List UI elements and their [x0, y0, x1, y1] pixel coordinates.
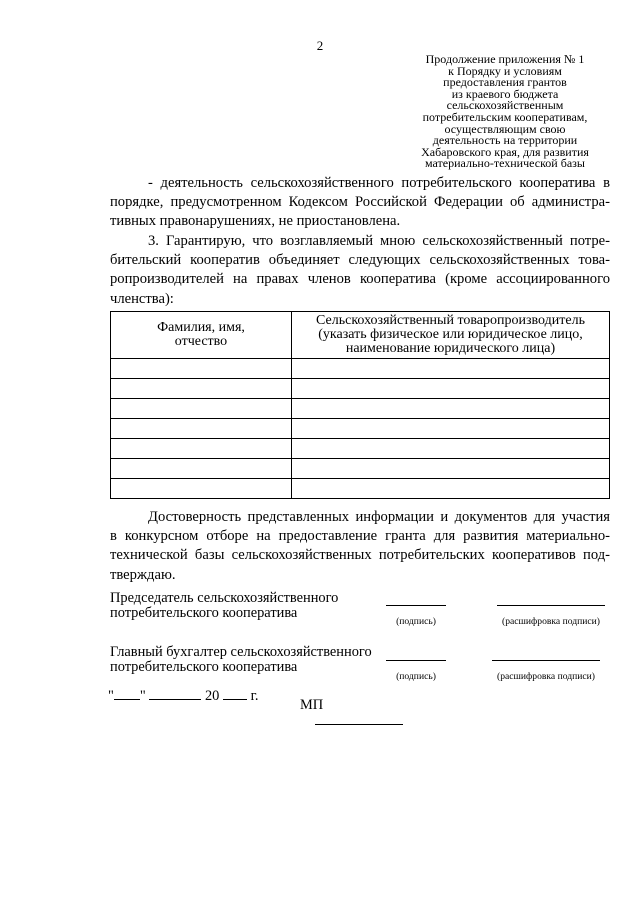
table-cell[interactable] [292, 439, 610, 459]
table-row [111, 399, 610, 419]
appendix-header-line: сельскохозяйственным [446, 98, 564, 113]
text-line: Достоверность представленных информации и документов для участия [148, 509, 610, 525]
paragraph-confirmation [110, 508, 610, 585]
table-cell[interactable] [292, 479, 610, 499]
table-cell[interactable] [292, 419, 610, 439]
table-cell[interactable] [111, 459, 292, 479]
text-line: ропроизводителей на правах членов кооператива (кроме ассоциированного [110, 271, 610, 288]
members-table [110, 311, 610, 499]
table-header-row [111, 312, 610, 359]
column-header-full-name: Фамилия, имя, отчество [111, 312, 292, 359]
accountant-signature-caption: (подпись) [396, 671, 436, 682]
text-line: бительский кооператив объединяет следующих сельскохозяйственных това- [110, 252, 610, 269]
table-row [111, 439, 610, 459]
paragraph-guarantee [110, 232, 610, 309]
table-row [111, 379, 610, 399]
text-line: тивных правонарушениях, не приостановлена. [110, 213, 401, 230]
table-cell[interactable] [111, 399, 292, 419]
accountant-signature-line[interactable] [386, 660, 446, 661]
table-row [111, 459, 610, 479]
table-row [111, 419, 610, 439]
appendix-header-line: Хабаровского края, для развития [421, 144, 589, 159]
table-cell[interactable] [292, 399, 610, 419]
appendix-header-line: к Порядку и условиям [448, 63, 562, 78]
date-year-blank[interactable] [223, 687, 247, 700]
page-number: 2 [316, 38, 324, 53]
appendix-header-line: Продолжение приложения № 1 [425, 52, 585, 66]
text-line: тверждаю. [110, 566, 176, 583]
text-line: 3. Гарантирую, что возглавляемый мною сельскохозяйственный потре- [148, 233, 610, 249]
appendix-header-line: осуществляющим свою [444, 121, 566, 136]
date-close-quote: " [139, 688, 146, 704]
table-cell[interactable] [292, 379, 610, 399]
date-year-suffix: г. [250, 688, 259, 704]
appendix-header-line: потребительским кооперативам, [422, 109, 588, 124]
stamp-line [315, 724, 403, 725]
chairman-decode-caption: (расшифровка подписи) [502, 616, 600, 627]
table-cell[interactable] [292, 359, 610, 379]
date-day-blank[interactable] [114, 687, 140, 700]
chairman-decode-line[interactable] [497, 605, 605, 606]
text-line: порядке, предусмотренном Кодексом Российской Федерации об администра- [110, 194, 610, 211]
date-year-prefix: 20 [204, 688, 220, 704]
chairman-signature-line[interactable] [386, 605, 446, 606]
date-line [108, 687, 258, 705]
date-month-blank[interactable] [149, 687, 201, 700]
text-line: технической базы сельскохозяйственных потребительских кооперативов под- [110, 547, 610, 564]
date-open-quote: " [108, 688, 114, 704]
accountant-decode-caption: (расшифровка подписи) [497, 671, 595, 682]
text-line: в конкурсном отборе на предоставление гранта для развития материально- [110, 528, 610, 545]
text-line: членства): [110, 290, 174, 307]
appendix-header [400, 54, 610, 170]
table-cell[interactable] [111, 379, 292, 399]
table-cell[interactable] [111, 359, 292, 379]
column-header-producer: Сельскохозяйственный товаропроизводитель (указать физическое или юридическое лицо, наименование юридического лица) [292, 312, 610, 359]
appendix-header-line: предоставления грантов [443, 75, 567, 90]
table-cell[interactable] [111, 479, 292, 499]
appendix-header-line: деятельность на территории [432, 133, 578, 148]
paragraph-activity-status [110, 174, 610, 232]
accountant-decode-line[interactable] [492, 660, 600, 661]
table-row [111, 479, 610, 499]
appendix-header-line: материально-технической базы [425, 156, 585, 171]
table-row [111, 359, 610, 379]
chairman-signature-caption: (подпись) [396, 616, 436, 627]
appendix-header-line: из краевого бюджета [451, 86, 559, 101]
table-cell[interactable] [111, 419, 292, 439]
table-cell[interactable] [292, 459, 610, 479]
stamp-place-label: МП [300, 697, 324, 713]
text-line: - деятельность сельскохозяйственного потребительского кооператива в [148, 175, 610, 191]
table-cell[interactable] [111, 439, 292, 459]
chairman-title: Председатель сельскохозяйственного потребительского кооператива [110, 590, 339, 621]
accountant-title: Главный бухгалтер сельскохозяйственного потребительского кооператива [110, 644, 372, 675]
